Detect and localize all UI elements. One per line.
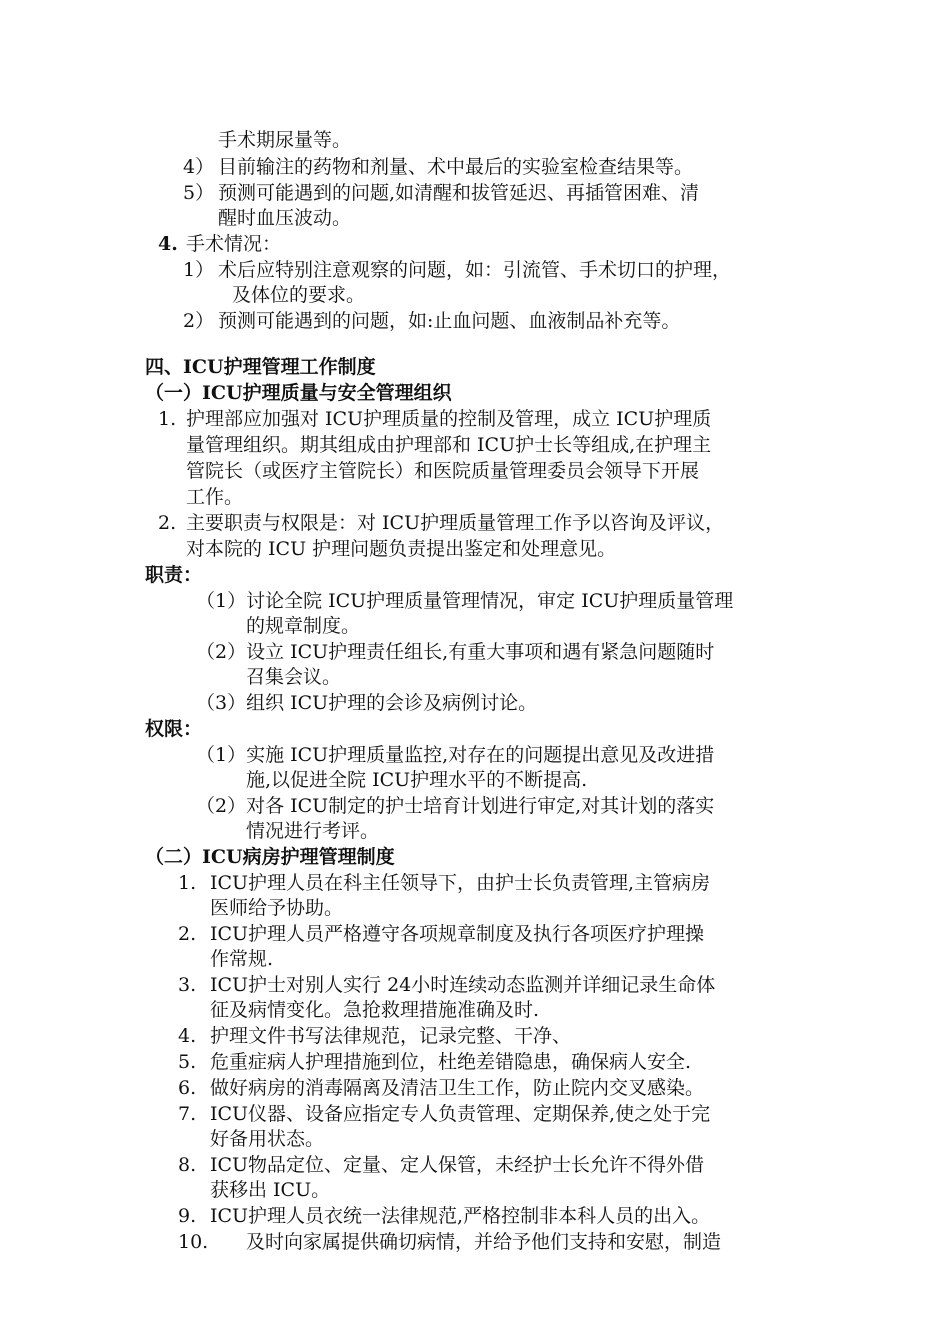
- text-line: [0, 206, 950, 231]
- text-line: [0, 1102, 950, 1127]
- body-text: 危重症病人护理措施到位，杜绝差错隐患，确保病人安全.: [210, 1051, 692, 1073]
- body-text: 的规章制度。: [246, 615, 361, 637]
- text-line: [0, 1024, 950, 1049]
- body-text: 1.: [158, 408, 177, 430]
- text-line: [0, 947, 950, 972]
- body-text: 作常规.: [210, 948, 274, 970]
- text-line: [0, 433, 950, 458]
- body-text: 2.: [158, 512, 177, 534]
- text-line: [0, 232, 950, 257]
- body-text: ICU护理人员衣统一法律规范,严格控制非本科人员的出入。: [210, 1205, 711, 1227]
- body-text: 好备用状态。: [210, 1128, 325, 1150]
- body-text: 5）: [183, 182, 215, 204]
- body-text: （3）组织 ICU护理的会诊及病例讨论。: [196, 692, 538, 714]
- text-line: [0, 1050, 950, 1075]
- text-line: [0, 181, 950, 206]
- body-text: 施,以促进全院 ICU护理水平的不断提高.: [246, 769, 588, 791]
- body-text: 3.: [178, 974, 197, 996]
- text-line: [0, 1204, 950, 1229]
- body-text: 对本院的 ICU 护理问题负责提出鉴定和处理意见。: [186, 538, 617, 560]
- body-text: 2.: [178, 923, 197, 945]
- body-text: ICU护理人员在科主任领导下，由护士长负责管理,主管病房: [210, 872, 711, 894]
- text-line: [0, 691, 950, 716]
- text-line: [0, 407, 950, 432]
- text-line: [0, 589, 950, 614]
- body-text: 1.: [178, 872, 197, 894]
- body-text: 术后应特别注意观察的问题，如：引流管、手术切口的护理，: [218, 259, 732, 281]
- text-line: [0, 896, 950, 921]
- body-text: 4）: [183, 156, 215, 178]
- text-line: [0, 128, 950, 153]
- text-line: [0, 973, 950, 998]
- body-text: 护理部应加强对 ICU护理质量的控制及管理，成立 ICU护理质: [186, 408, 712, 430]
- body-text: 目前输注的药物和剂量、术中最后的实验室检查结果等。: [218, 156, 694, 178]
- text-line: [0, 485, 950, 510]
- body-text: ICU仪器、设备应指定专人负责管理、定期保养,使之处于完: [210, 1103, 711, 1125]
- body-text: 预测可能遇到的问题，如:止血问题、血液制品补充等。: [218, 310, 681, 332]
- text-line: [0, 258, 950, 283]
- body-text: 主要职责与权限是：对 ICU护理质量管理工作予以咨询及评议，: [186, 512, 725, 534]
- text-line: [0, 614, 950, 639]
- body-text: 9.: [178, 1205, 197, 1227]
- body-text: 召集会议。: [246, 666, 342, 688]
- body-text: 1）: [183, 259, 215, 281]
- text-line: [0, 283, 950, 308]
- heading-text: 四、ICU护理管理工作制度: [145, 356, 376, 378]
- text-line: [0, 743, 950, 768]
- text-line: [0, 665, 950, 690]
- body-text: 管院长（或医疗主管院长）和医院质量管理委员会领导下开展: [186, 460, 700, 482]
- heading-text: （二）ICU病房护理管理制度: [145, 846, 395, 868]
- body-text: 征及病情变化。急抢救理措施准确及时.: [210, 999, 540, 1021]
- text-line: [0, 845, 950, 870]
- body-text: ICU护理人员严格遵守各项规章制度及执行各项医疗护理操: [210, 923, 705, 945]
- body-text: 获移出 ICU。: [210, 1179, 331, 1201]
- text-line: [0, 922, 950, 947]
- text-line: [0, 794, 950, 819]
- text-line: [0, 1127, 950, 1152]
- text-line: [0, 998, 950, 1023]
- body-text: 手术情况：: [186, 233, 282, 255]
- body-text: （2）对各 ICU制定的护士培育计划进行审定,对其计划的落实: [196, 795, 715, 817]
- body-text: 手术期尿量等。: [218, 129, 352, 151]
- body-text: 护理文件书写法律规范，记录完整、干净、: [210, 1025, 572, 1047]
- body-text: （1）实施 ICU护理质量监控,对存在的问题提出意见及改进措: [196, 744, 715, 766]
- body-text: 预测可能遇到的问题,如清醒和拔管延迟、再插管困难、清: [218, 182, 700, 204]
- text-line: [0, 155, 950, 180]
- text-line: [0, 381, 950, 406]
- body-text: ICU护士对别人实行 24小时连续动态监测并详细记录生命体: [210, 974, 716, 996]
- body-text: 及时向家属提供确切病情，并给予他们支持和安慰，制造: [246, 1231, 722, 1253]
- text-line: [0, 1178, 950, 1203]
- heading-text: （一）ICU护理质量与安全管理组织: [145, 382, 452, 404]
- text-line: [0, 511, 950, 536]
- body-text: （2）设立 ICU护理责任组长,有重大事项和遇有紧急问题随时: [196, 641, 715, 663]
- text-line: [0, 355, 950, 380]
- text-line: [0, 1230, 950, 1255]
- heading-text: 权限：: [145, 718, 203, 740]
- text-line: [0, 537, 950, 562]
- heading-text: 职责：: [145, 564, 203, 586]
- text-line: [0, 309, 950, 334]
- text-line: [0, 717, 950, 742]
- body-text: 8.: [178, 1154, 197, 1176]
- body-text: 及体位的要求。: [232, 284, 366, 306]
- body-text: 2）: [183, 310, 215, 332]
- body-text: 医师给予协助。: [210, 897, 344, 919]
- body-text: 情况进行考评。: [246, 820, 380, 842]
- body-text: 7.: [178, 1103, 197, 1125]
- text-line: [0, 459, 950, 484]
- body-text: ICU物品定位、定量、定人保管，未经护士长允许不得外借: [210, 1154, 705, 1176]
- heading-text: 4.: [158, 233, 178, 255]
- body-text: 5.: [178, 1051, 197, 1073]
- text-line: [0, 819, 950, 844]
- body-text: 10.: [178, 1231, 209, 1253]
- body-text: 工作。: [186, 486, 244, 508]
- body-text: 6.: [178, 1077, 197, 1099]
- body-text: 做好病房的消毒隔离及清洁卫生工作，防止院内交叉感染。: [210, 1077, 705, 1099]
- body-text: 醒时血压波动。: [218, 207, 352, 229]
- text-line: [0, 1153, 950, 1178]
- body-text: （1）讨论全院 ICU护理质量管理情况，审定 ICU护理质量管理: [196, 590, 734, 612]
- text-line: [0, 768, 950, 793]
- body-text: 4.: [178, 1025, 197, 1047]
- text-line: [0, 640, 950, 665]
- text-line: [0, 1076, 950, 1101]
- text-line: [0, 871, 950, 896]
- text-line: [0, 563, 950, 588]
- body-text: 量管理组织。期其组成由护理部和 ICU护士长等组成,在护理主: [186, 434, 712, 456]
